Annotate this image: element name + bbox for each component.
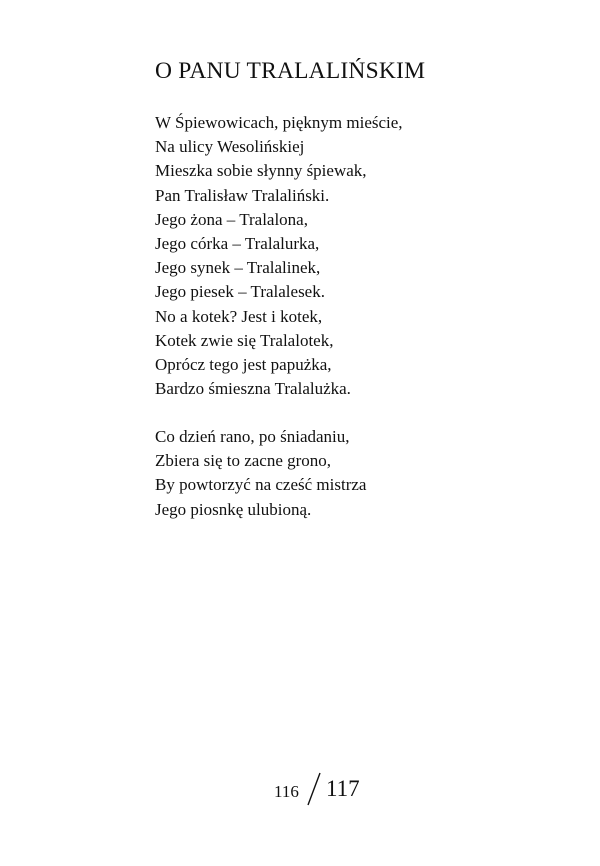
- poem-line: Co dzień rano, po śniadaniu,: [155, 427, 350, 446]
- poem-line: Pan Tralisław Tralaliński.: [155, 185, 330, 205]
- poem-title: O PANU TRALALIŃSKIM: [155, 58, 426, 84]
- poem-line: W Śpiewowicach, pięknym mieście,: [155, 113, 403, 132]
- poem-line: Na ulicy Wesolińskiej: [155, 137, 305, 157]
- current-page-number: 117: [326, 776, 360, 801]
- poem-line: Jego córka – Tralalurka,: [155, 234, 320, 254]
- poem-line: Mieszka sobie słynny śpiewak,: [155, 161, 367, 181]
- page-numbers: [274, 770, 374, 810]
- poem-line: Bardzo śmieszna Tralalużka.: [155, 379, 351, 399]
- poem-line: Jego piesek – Tralalesek.: [155, 282, 325, 302]
- poem-line: Jego synek – Tralalinek,: [155, 258, 321, 278]
- poem-line: No a kotek? Jest i kotek,: [155, 306, 323, 326]
- page-separator-slash: [306, 772, 322, 806]
- stanza-1: [155, 111, 403, 401]
- poem-line: By powtorzyć na cześć mistrza: [155, 475, 367, 495]
- poem-line: Oprócz tego jest papużka,: [155, 355, 332, 375]
- poem-line: Jego żona – Tralalona,: [155, 209, 308, 229]
- previous-page-number: 116: [274, 782, 299, 801]
- poem-line: Kotek zwie się Tralalotek,: [155, 330, 334, 350]
- stanza-2: [155, 425, 366, 522]
- poem-line: Jego piosnkę ulubioną.: [155, 499, 312, 519]
- poem-line: Zbiera się to zacne grono,: [155, 451, 332, 471]
